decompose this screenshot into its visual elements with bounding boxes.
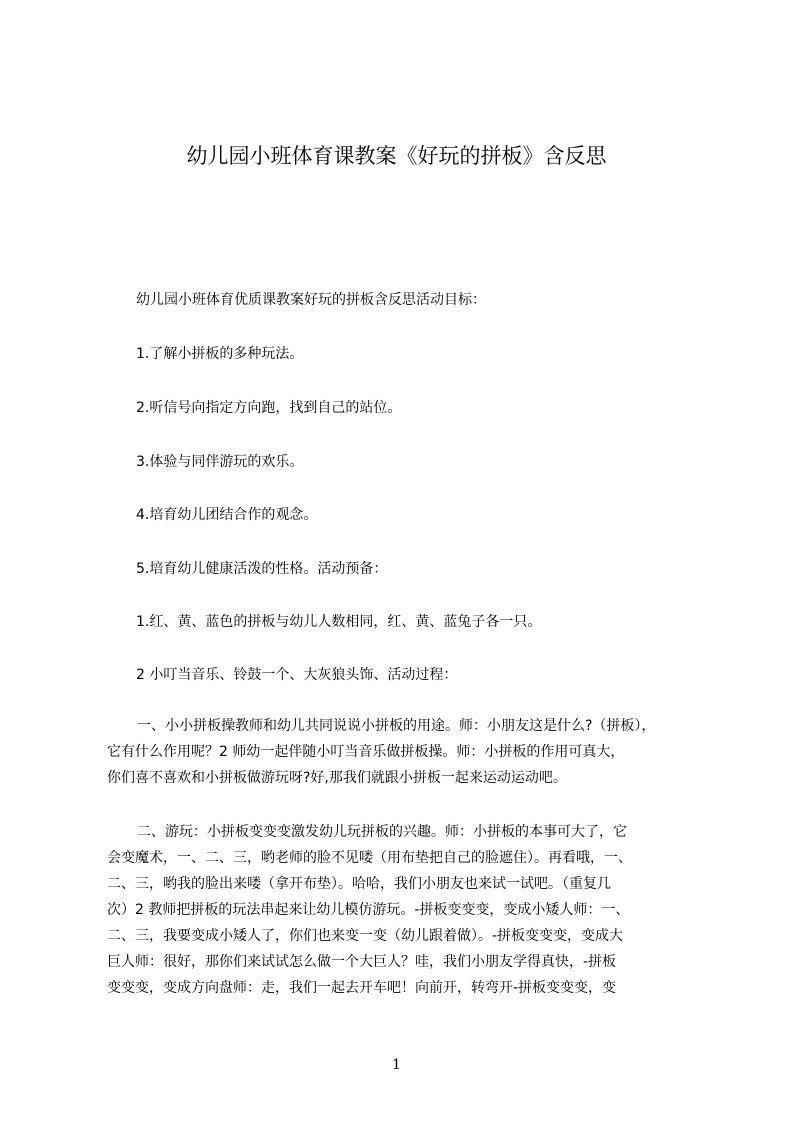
paragraph-exercise xyxy=(107,713,707,791)
page-number: 1 xyxy=(392,1057,401,1073)
paragraph-line: 你们喜不喜欢和小拼板做游玩呀?好,那我们就跟小拼板一起来运动运动吧。 xyxy=(107,770,567,786)
paragraph-line: 二、三，我要变成小矮人了，你们也来变一变（幼儿跟着做）。-拼板变变变，变成大 xyxy=(107,928,624,944)
paragraph-line: 巨人师：很好，那你们来试试怎么做一个大巨人？哇，我们小朋友学得真快，-拼板 xyxy=(107,954,617,970)
paragraph-line: 二、游玩：小拼板变变变激发幼儿玩拼板的兴趣。师：小拼板的本事可大了，它 xyxy=(137,824,627,840)
paragraph-line: 它有什么作用呢？2 师幼一起伴随小叮当音乐做拼板操。师：小拼板的作用可真大， xyxy=(107,744,625,760)
text-line-goal-3: 3.体验与同伴游玩的欢乐。 xyxy=(136,454,304,470)
paragraph-game xyxy=(107,819,707,1001)
paragraph-line: 二、三，哟我的脸出来喽（拿开布垫）。哈哈，我们小朋友也来试一试吧。（重复几 xyxy=(107,876,611,892)
text-line-prep-2: 2 小叮当音乐、铃鼓一个、大灰狼头饰、活动过程： xyxy=(136,667,458,683)
document-title: 幼儿园小班体育课教案《好玩的拼板》含反思 xyxy=(186,144,607,168)
text-line-goal-4: 4.培育幼儿团结合作的观念。 xyxy=(136,507,318,523)
paragraph-line: 次）2 教师把拼板的玩法串起来让幼儿模仿游玩。-拼板变变变，变成小矮人师：一、 xyxy=(107,902,630,918)
text-line-goal-1: 1.了解小拼板的多种玩法。 xyxy=(136,346,304,362)
text-line-goal-5: 5.培育幼儿健康活泼的性格。活动预备： xyxy=(136,561,388,577)
paragraph-line: 一、小小拼板操教师和幼儿共同说说小拼板的用途。师：小朋友这是什么?（拼板）， xyxy=(137,718,656,734)
paragraph-line: 变变变，变成方向盘师：走，我们一起去开车吧！向前开，转弯开-拼板变变变，变 xyxy=(107,980,617,996)
text-line-intro: 幼儿园小班体育优质课教案好玩的拼板含反思活动目标： xyxy=(136,292,486,308)
paragraph-line: 会变魔术，一、二、三，哟老师的脸不见喽（用布垫把自己的脸遮住）。再看哦，一、 xyxy=(107,850,632,866)
text-line-goal-2: 2.听信号向指定方向跑，找到自己的站位。 xyxy=(136,400,402,416)
text-line-prep-1: 1.红、黄、蓝色的拼板与幼儿人数相同，红、黄、蓝兔子各一只。 xyxy=(136,614,542,630)
